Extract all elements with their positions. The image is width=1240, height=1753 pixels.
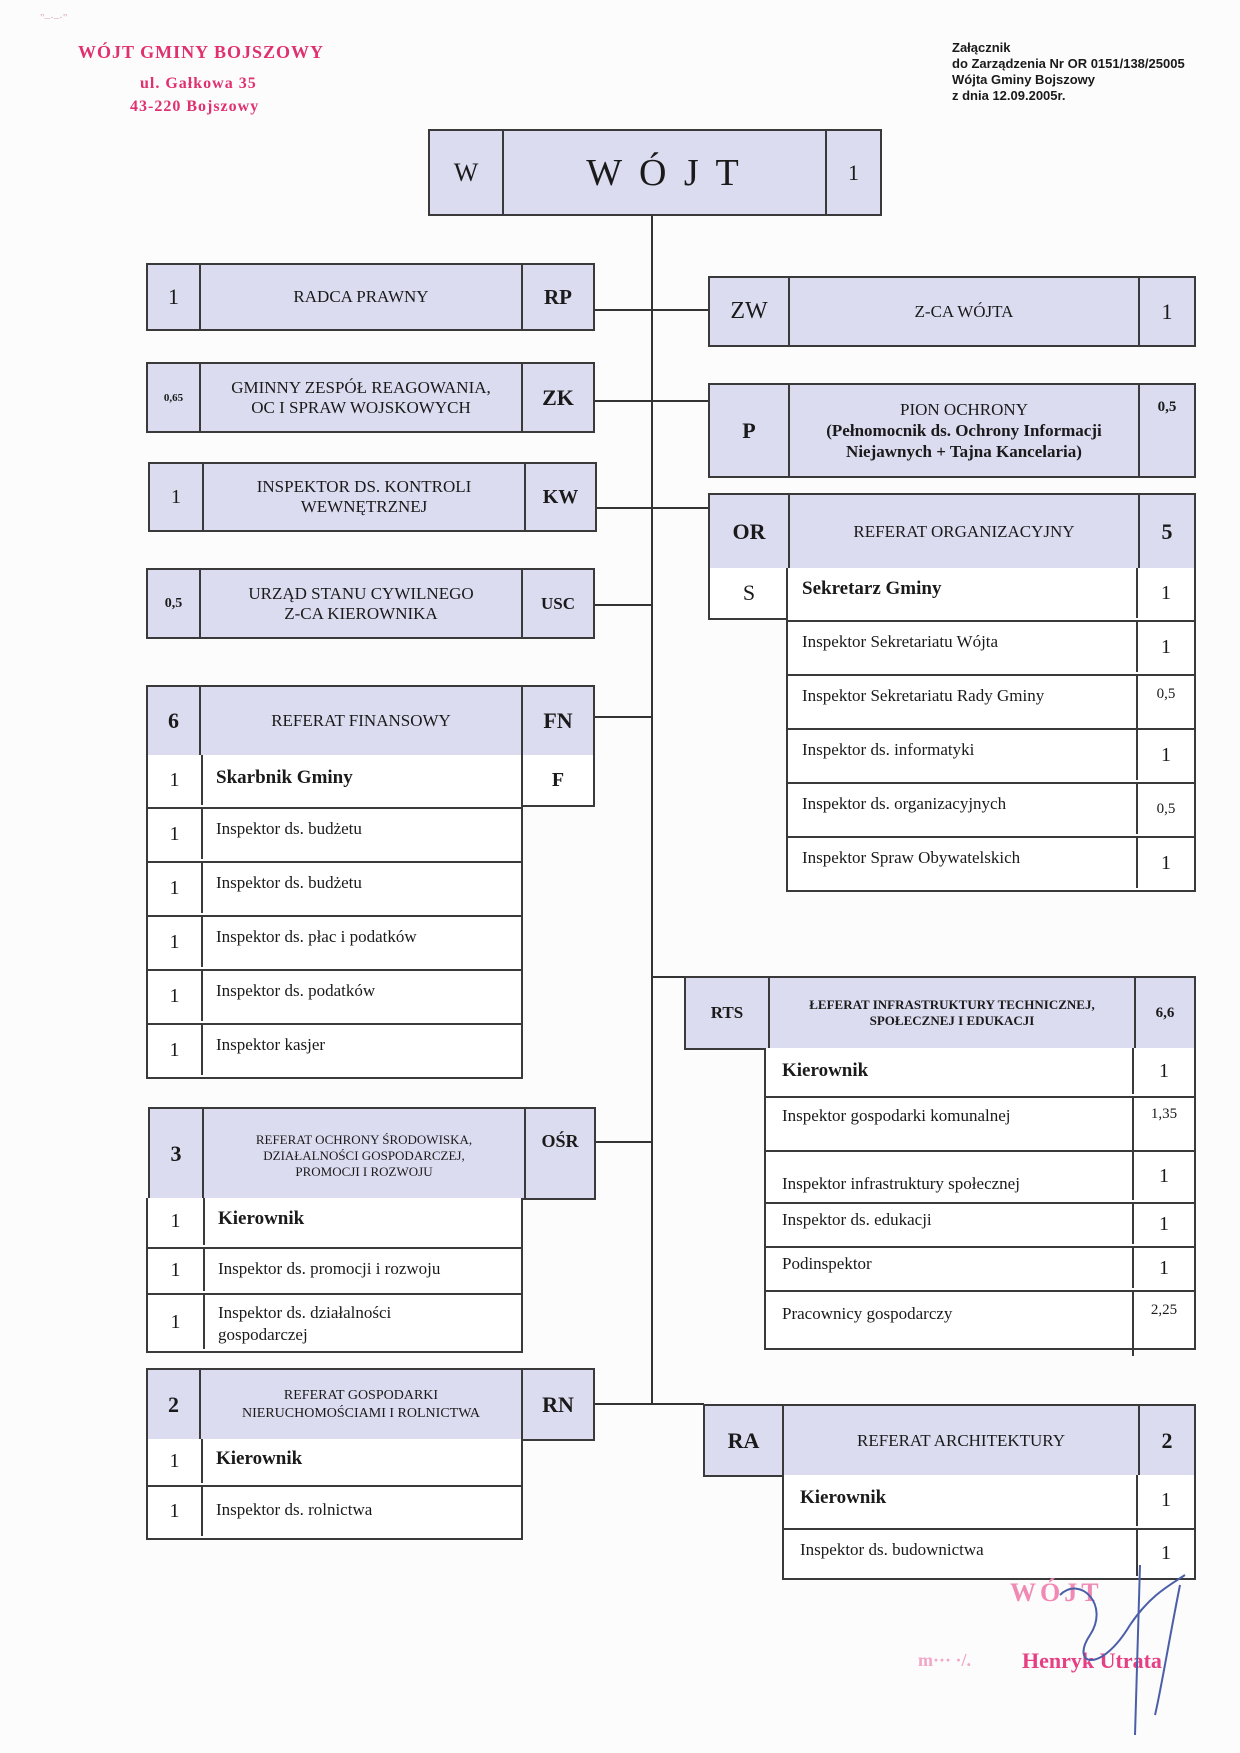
p-title-l3: Niejawnych + Tajna Kancelaria) <box>846 442 1082 461</box>
rp-title: RADCA PRAWNY <box>199 263 523 331</box>
osr-row <box>146 1249 523 1295</box>
wojt-code-cell: W <box>428 129 504 216</box>
rts-row-count: 1 <box>1132 1048 1194 1094</box>
rts-row-count: 1,35 <box>1132 1098 1194 1156</box>
fn-row-label: Inspektor ds. budżetu <box>216 873 362 892</box>
p-code: P <box>708 383 790 478</box>
rts-row <box>764 1248 1196 1292</box>
rn-rows <box>146 1439 523 1540</box>
or-row <box>786 784 1196 838</box>
p-title <box>788 383 1140 478</box>
or-row <box>786 838 1196 892</box>
fn-skarbnik-code: F <box>521 755 595 807</box>
osr-count: 3 <box>148 1107 204 1200</box>
rn-title-l1: REFERAT GOSPODARKI <box>283 1387 439 1403</box>
rn-count: 2 <box>146 1368 201 1441</box>
signature-prefix: m··· ·/. <box>918 1650 972 1670</box>
usc-code: USC <box>521 568 595 639</box>
rts-row <box>764 1204 1196 1248</box>
fn-row-label: Inspektor ds. podatków <box>216 981 376 1000</box>
wojt-title: W Ó J T <box>502 129 827 216</box>
rts-row-label: Inspektor ds. edukacji <box>782 1210 932 1229</box>
rts-row-label: Kierownik <box>782 1060 869 1081</box>
fn-row-label: Inspektor kasjer <box>216 1035 326 1054</box>
zk-title-l1: GMINNY ZESPÓŁ REAGOWANIA, <box>231 377 491 397</box>
fn-row <box>146 755 523 809</box>
attachment-line2: do Zarządzenia Nr OR 0151/138/25005 <box>952 56 1185 71</box>
or-row-label: Inspektor ds. organizacyjnych <box>802 794 1007 813</box>
usc-title <box>199 568 523 639</box>
or-row-label: Inspektor ds. informatyki <box>802 740 975 759</box>
zk-title <box>199 362 523 433</box>
usc-title-l2: Z-CA KIEROWNIKA <box>284 603 438 623</box>
or-row-label: Inspektor Spraw Obywatelskich <box>802 848 1021 867</box>
rts-title-l2: SPOŁECZNEJ I EDUKACJI <box>869 1013 1035 1028</box>
or-code: OR <box>708 493 790 570</box>
ra-row-label: Inspektor ds. budownictwa <box>800 1540 984 1559</box>
rts-row <box>764 1048 1196 1098</box>
fn-row-count: 1 <box>148 971 203 1021</box>
p-title-l1: PION OCHRONY <box>900 400 1028 419</box>
stamp-mark: "–·–·" <box>40 12 68 24</box>
rn-row-label: Kierownik <box>216 1448 303 1469</box>
fn-row-count: 1 <box>148 809 203 859</box>
zw-count: 1 <box>1138 276 1196 347</box>
rp-count: 1 <box>146 263 201 331</box>
ra-code: RA <box>703 1404 784 1477</box>
osr-row-label: Kierownik <box>218 1208 305 1229</box>
or-row <box>786 568 1196 622</box>
ra-count: 2 <box>1138 1404 1196 1477</box>
connector-rts <box>651 976 685 978</box>
connector-rn <box>594 1403 704 1405</box>
rts-row-count: 1 <box>1132 1152 1194 1200</box>
osr-title-l2: DZIAŁALNOŚCI GOSPODARCZEJ, <box>263 1147 465 1163</box>
or-row-count: 1 <box>1136 568 1194 618</box>
rts-code: RTS <box>684 976 770 1050</box>
usc-count: 0,5 <box>146 568 201 639</box>
or-row-count: 1 <box>1136 730 1194 780</box>
rts-row-count: 2,25 <box>1132 1292 1194 1356</box>
or-row-label: Inspektor Sekretariatu Wójta <box>802 632 999 651</box>
ra-row-count: 1 <box>1136 1475 1194 1526</box>
p-count: 0,5 <box>1138 383 1196 478</box>
fn-code: FN <box>521 685 595 757</box>
fn-row <box>146 917 523 971</box>
zk-title-l2: OC I SPRAW WOJSKOWYCH <box>251 397 471 417</box>
rts-count: 6,6 <box>1134 976 1196 1050</box>
or-count: 5 <box>1138 493 1196 570</box>
attachment-line1: Załącznik <box>952 40 1011 55</box>
rn-row-label: Inspektor ds. rolnictwa <box>216 1500 373 1519</box>
stamp-address: ul. Gałkowa 35 <box>140 75 257 92</box>
zw-title: Z-CA WÓJTA <box>788 276 1140 347</box>
or-row-count: 1 <box>1136 838 1194 888</box>
ra-row-label: Kierownik <box>800 1487 887 1508</box>
fn-row <box>146 809 523 863</box>
rn-title <box>199 1368 523 1441</box>
rts-rows <box>764 1048 1196 1350</box>
attachment-line4: z dnia 12.09.2005r. <box>952 88 1066 103</box>
signature-name: Henryk Utrata <box>1022 1648 1162 1673</box>
osr-title <box>202 1107 526 1200</box>
rn-row-count: 1 <box>148 1439 203 1483</box>
connector-p <box>651 400 709 402</box>
kw-title <box>202 462 526 532</box>
rn-row <box>146 1487 523 1540</box>
zk-code: ZK <box>521 362 595 433</box>
or-row-count: 0,5 <box>1136 784 1194 834</box>
fn-row-count: 1 <box>148 1025 203 1075</box>
or-row <box>786 730 1196 784</box>
main-trunk-line <box>651 216 653 1404</box>
zk-count: 0,65 <box>146 362 201 433</box>
osr-code: OŚR <box>524 1107 596 1200</box>
or-row-count: 1 <box>1136 622 1194 672</box>
or-row <box>786 622 1196 676</box>
or-rows <box>786 568 1196 892</box>
signature-title: WÓJT <box>1010 1578 1103 1607</box>
kw-code: KW <box>524 462 597 532</box>
connector-kw <box>594 507 652 509</box>
fn-count: 6 <box>146 685 201 757</box>
attachment-line3: Wójta Gminy Bojszowy <box>952 72 1096 87</box>
stamp-office: WÓJT GMINY BOJSZOWY <box>78 42 325 62</box>
rn-row-count: 1 <box>148 1487 203 1536</box>
osr-title-l3: PROMOCJI I ROZWOJU <box>295 1163 433 1179</box>
or-title: REFERAT ORGANIZACYJNY <box>788 493 1140 570</box>
connector-or <box>651 507 709 509</box>
ra-row <box>782 1475 1196 1530</box>
fn-row-label: Inspektor ds. budżetu <box>216 819 362 838</box>
connector-zw <box>651 309 709 311</box>
attachment-note <box>952 40 1185 104</box>
kw-count: 1 <box>148 462 204 532</box>
connector-fn <box>594 716 652 718</box>
osr-row-label-l2: gospodarczej <box>218 1325 308 1344</box>
rts-row-label: Inspektor gospodarki komunalnej <box>782 1106 1011 1125</box>
osr-row-label: Inspektor ds. promocji i rozwoju <box>218 1259 441 1278</box>
connector-osr <box>594 1141 652 1143</box>
rts-row <box>764 1292 1196 1350</box>
fn-row-count: 1 <box>148 917 203 967</box>
rn-row <box>146 1439 523 1487</box>
osr-row-count: 1 <box>148 1295 205 1349</box>
wojt-count-cell: 1 <box>825 129 882 216</box>
ra-title: REFERAT ARCHITEKTURY <box>782 1404 1140 1477</box>
fn-title: REFERAT FINANSOWY <box>199 685 523 757</box>
osr-row-count: 1 <box>148 1198 205 1245</box>
rts-row-label: Pracownicy gospodarczy <box>782 1304 953 1323</box>
or-row-label: Inspektor Sekretariatu Rady Gminy <box>802 686 1045 705</box>
fn-row <box>146 971 523 1025</box>
rts-row-count: 1 <box>1132 1204 1194 1244</box>
fn-row-label: Inspektor ds. płac i podatków <box>216 927 417 946</box>
rts-title <box>768 976 1136 1050</box>
osr-row-count: 1 <box>148 1249 205 1291</box>
ra-row-count: 1 <box>1136 1530 1194 1576</box>
rts-title-l1: ŁEFERAT INFRASTRUKTURY TECHNICZNEJ, <box>809 997 1095 1012</box>
or-row-label: Sekretarz Gminy <box>802 578 942 599</box>
rn-code: RN <box>521 1368 595 1441</box>
or-row <box>786 676 1196 730</box>
fn-rows <box>146 755 523 1079</box>
fn-row <box>146 863 523 917</box>
kw-title-l2: WEWNĘTRZNEJ <box>300 497 428 516</box>
rts-row <box>764 1152 1196 1204</box>
fn-row-count: 1 <box>148 863 203 913</box>
kw-title-l1: INSPEKTOR DS. KONTROLI <box>256 477 472 496</box>
fn-row <box>146 1025 523 1079</box>
zw-code: ZW <box>708 276 790 347</box>
osr-row <box>146 1198 523 1249</box>
p-title-l2: (Pełnomocnik ds. Ochrony Informacji <box>826 421 1102 440</box>
or-row-count: 0,5 <box>1136 676 1194 736</box>
rts-row <box>764 1098 1196 1152</box>
rp-code: RP <box>521 263 595 331</box>
osr-title-l1: REFERAT OCHRONY ŚRODOWISKA, <box>255 1131 473 1147</box>
osr-row-label-l1: Inspektor ds. działalności <box>218 1303 392 1322</box>
usc-title-l1: URZĄD STANU CYWILNEGO <box>248 583 474 603</box>
fn-row-count: 1 <box>148 755 203 805</box>
rts-row-label: Inspektor infrastruktury społecznej <box>782 1174 1020 1193</box>
connector-usc <box>594 604 652 606</box>
rts-row-label: Podinspektor <box>782 1254 872 1273</box>
handwritten-signature <box>1040 1555 1200 1740</box>
connector-zk <box>594 400 652 402</box>
stamp-postcode: 43-220 Bojszowy <box>130 98 260 115</box>
rn-title-l2: NIERUCHOMOŚCIAMI I ROLNICTWA <box>242 1405 480 1421</box>
rts-row-count: 1 <box>1132 1248 1194 1288</box>
osr-rows <box>146 1198 523 1353</box>
fn-row-label: Skarbnik Gminy <box>216 767 353 788</box>
or-secretary-code: S <box>708 568 790 620</box>
osr-row <box>146 1295 523 1353</box>
connector-rp <box>594 309 652 311</box>
